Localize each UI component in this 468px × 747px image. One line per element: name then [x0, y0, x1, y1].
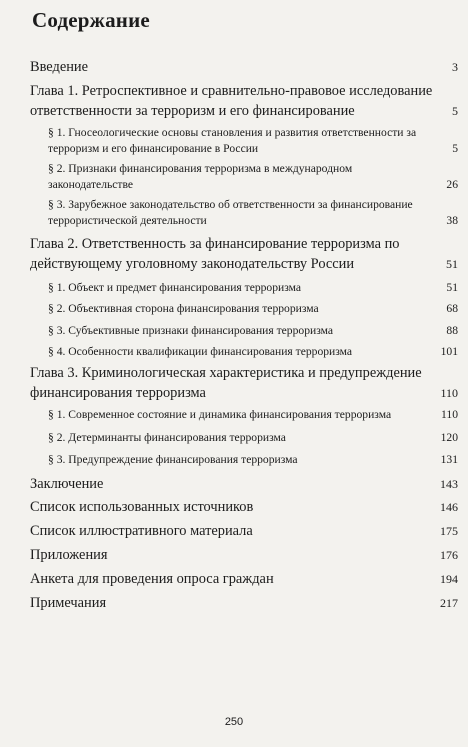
- toc-entry-page: 68: [446, 302, 458, 316]
- toc-entry-title: § 3. Субъективные признаки финансирования терроризма: [48, 323, 334, 337]
- table-of-contents: [30, 58, 458, 612]
- toc-entry: [30, 407, 458, 423]
- toc-entry: [30, 344, 458, 360]
- toc-entry-title: Глава 2. Ответственность за финансирование терроризма по действующему уголовному законодательству России: [30, 235, 400, 272]
- toc-entry-title: § 1. Современное состояние и динамика финансирования терроризма: [48, 407, 392, 421]
- toc-entry: [30, 522, 458, 540]
- toc-entry: [30, 197, 458, 228]
- toc-entry: [30, 363, 458, 403]
- toc-entry: [30, 125, 458, 156]
- toc-entry: [30, 570, 458, 588]
- toc-entry: [30, 452, 458, 468]
- toc-entry-page: 101: [440, 345, 458, 359]
- toc-entry-page: 26: [446, 177, 458, 191]
- toc-entry-page: 120: [440, 430, 458, 444]
- toc-entry-title: § 1. Объект и предмет финансирования терроризма: [48, 280, 302, 294]
- toc-entry-page: 217: [440, 595, 458, 610]
- toc-entry: [30, 323, 458, 339]
- toc-entry-title: Примечания: [30, 594, 107, 611]
- page-number: 250: [224, 716, 244, 728]
- toc-entry-title: § 2. Признаки финансирования терроризма в международном законодательстве: [48, 162, 353, 191]
- toc-entry: [30, 234, 458, 274]
- toc-entry-title: Глава 1. Ретроспективное и сравнительно-правовое исследование ответственности за терроризм и его финансирование: [30, 83, 433, 119]
- toc-entry-title: Приложения: [30, 546, 108, 563]
- toc-entry-title: Введение: [30, 59, 89, 75]
- toc-entry: [30, 161, 458, 192]
- toc-entry-title: § 2. Детерминанты финансирования терроризма: [48, 430, 286, 444]
- toc-entry: [30, 430, 458, 446]
- toc-entry-page: 176: [440, 547, 458, 562]
- page-heading: Содержание: [32, 8, 150, 32]
- toc-entry: [30, 546, 458, 564]
- toc-entry-title: § 2. Объективная сторона финансирования терроризма: [48, 302, 319, 316]
- toc-entry: [30, 475, 458, 493]
- toc-entry-page: 5: [452, 141, 458, 155]
- toc-entry-title: § 4. Особенности квалификации финансирования терроризма: [48, 345, 353, 359]
- toc-entry-page: 143: [440, 476, 458, 491]
- toc-entry-title: Заключение: [30, 475, 104, 492]
- toc-entry: [30, 498, 458, 516]
- toc-entry-title: Анкета для проведения опроса граждан: [30, 570, 274, 587]
- toc-entry-page: 146: [440, 499, 458, 514]
- toc-entry: [30, 81, 458, 121]
- toc-entry: [30, 594, 458, 612]
- toc-entry-title: Глава 3. Криминологическая характеристика и предупреждение финансирования терроризма: [30, 364, 422, 401]
- toc-entry-title: § 1. Гносеологические основы становления и развития ответственности за терроризм и его финансирование в России: [48, 126, 417, 155]
- toc-entry-page: 110: [441, 407, 458, 421]
- toc-entry-title: Список иллюстративного материала: [30, 522, 253, 539]
- toc-entry-title: Список использованных источников: [30, 498, 254, 515]
- toc-entry: [30, 280, 458, 296]
- toc-entry-page: 5: [452, 104, 458, 118]
- toc-entry-page: 110: [440, 385, 458, 400]
- toc-entry: [30, 301, 458, 317]
- toc-entry-page: 131: [440, 453, 458, 467]
- toc-entry-page: 88: [446, 323, 458, 337]
- toc-entry-title: § 3. Зарубежное законодательство об ответственности за финансирование террористической деятельности: [48, 198, 413, 227]
- toc-entry-page: 3: [452, 60, 458, 74]
- toc-entry-title: § 3. Предупреждение финансирования терроризма: [48, 453, 298, 467]
- toc-entry-page: 194: [440, 571, 458, 586]
- toc-entry-page: 51: [446, 280, 458, 294]
- toc-entry-page: 38: [446, 213, 458, 227]
- toc-entry-page: 51: [446, 256, 458, 271]
- toc-entry: [30, 58, 458, 76]
- toc-entry-page: 175: [440, 523, 458, 538]
